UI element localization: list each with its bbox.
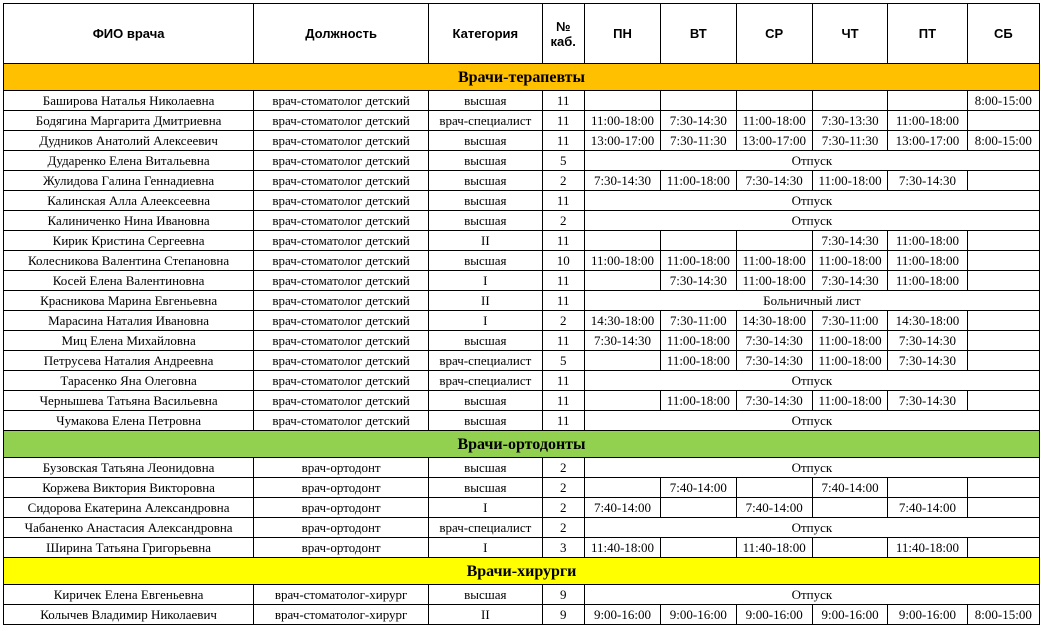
schedule-cell: 11:00-18:00 bbox=[888, 271, 967, 291]
room-number: 2 bbox=[542, 518, 584, 538]
doctor-row bbox=[4, 411, 1040, 431]
room-number: 11 bbox=[542, 231, 584, 251]
schedule-cell: 7:30-14:30 bbox=[888, 331, 967, 351]
doctor-name: Кирик Кристина Сергеевна bbox=[4, 231, 254, 251]
doctor-row bbox=[4, 131, 1040, 151]
schedule-cell: 7:30-14:30 bbox=[584, 171, 660, 191]
header-position: Должность bbox=[254, 4, 429, 64]
doctor-position: врач-стоматолог детский bbox=[254, 151, 429, 171]
doctor-category: врач-специалист bbox=[429, 371, 543, 391]
schedule-cell: 7:30-14:30 bbox=[661, 271, 736, 291]
doctor-category: высшая bbox=[429, 191, 543, 211]
schedule-cell: 8:00-15:00 bbox=[967, 91, 1039, 111]
room-number: 11 bbox=[542, 191, 584, 211]
schedule-cell: 7:30-14:30 bbox=[736, 391, 812, 411]
room-number: 11 bbox=[542, 271, 584, 291]
header-name: ФИО врача bbox=[4, 4, 254, 64]
schedule-cell: 7:30-14:30 bbox=[812, 271, 887, 291]
doctor-row bbox=[4, 111, 1040, 131]
doctor-category: I bbox=[429, 538, 543, 558]
status-note: Отпуск bbox=[584, 371, 1039, 391]
schedule-cell: 11:00-18:00 bbox=[812, 331, 887, 351]
doctor-name: Колесникова Валентина Степановна bbox=[4, 251, 254, 271]
schedule-cell: 7:40-14:00 bbox=[661, 478, 736, 498]
schedule-cell bbox=[661, 231, 736, 251]
header-day: СР bbox=[736, 4, 812, 64]
schedule-cell: 7:30-14:30 bbox=[812, 231, 887, 251]
doctor-row bbox=[4, 291, 1040, 311]
section-header-row bbox=[4, 431, 1040, 458]
doctor-position: врач-стоматолог детский bbox=[254, 331, 429, 351]
schedule-cell: 7:40-14:00 bbox=[812, 478, 887, 498]
doctor-position: врач-стоматолог детский bbox=[254, 111, 429, 131]
doctor-category: высшая bbox=[429, 411, 543, 431]
room-number: 2 bbox=[542, 458, 584, 478]
schedule-cell bbox=[967, 331, 1039, 351]
schedule-cell: 13:00-17:00 bbox=[736, 131, 812, 151]
doctor-position: врач-ортодонт bbox=[254, 458, 429, 478]
doctor-row bbox=[4, 605, 1040, 625]
schedule-cell: 7:30-14:30 bbox=[736, 351, 812, 371]
doctor-name: Ширина Татьяна Григорьевна bbox=[4, 538, 254, 558]
schedule-cell: 11:00-18:00 bbox=[812, 171, 887, 191]
doctor-row bbox=[4, 311, 1040, 331]
doctor-name: Сидорова Екатерина Александровна bbox=[4, 498, 254, 518]
doctor-position: врач-стоматолог детский bbox=[254, 171, 429, 191]
doctor-category: высшая bbox=[429, 171, 543, 191]
room-number: 9 bbox=[542, 605, 584, 625]
doctor-name: Чабаненко Анастасия Александровна bbox=[4, 518, 254, 538]
schedule-cell: 11:40-18:00 bbox=[736, 538, 812, 558]
doctor-category: II bbox=[429, 605, 543, 625]
doctor-row bbox=[4, 498, 1040, 518]
schedule-cell: 11:00-18:00 bbox=[661, 351, 736, 371]
schedule-cell bbox=[584, 231, 660, 251]
doctor-name: Калиниченко Нина Ивановна bbox=[4, 211, 254, 231]
doctor-position: врач-ортодонт bbox=[254, 478, 429, 498]
doctor-row bbox=[4, 458, 1040, 478]
schedule-cell bbox=[967, 251, 1039, 271]
schedule-cell: 9:00-16:00 bbox=[888, 605, 967, 625]
doctor-row bbox=[4, 151, 1040, 171]
doctor-row bbox=[4, 478, 1040, 498]
schedule-cell bbox=[661, 538, 736, 558]
doctor-position: врач-стоматолог детский bbox=[254, 371, 429, 391]
doctor-name: Жулидова Галина Геннадиевна bbox=[4, 171, 254, 191]
doctor-row bbox=[4, 518, 1040, 538]
schedule-cell: 7:30-11:00 bbox=[812, 311, 887, 331]
schedule-cell: 7:30-14:30 bbox=[736, 171, 812, 191]
doctor-category: высшая bbox=[429, 151, 543, 171]
schedule-cell: 13:00-17:00 bbox=[584, 131, 660, 151]
doctor-row bbox=[4, 171, 1040, 191]
schedule-cell: 9:00-16:00 bbox=[812, 605, 887, 625]
schedule-cell: 11:00-18:00 bbox=[888, 231, 967, 251]
doctor-name: Киричек Елена Евгеньевна bbox=[4, 585, 254, 605]
doctor-position: врач-стоматолог детский bbox=[254, 311, 429, 331]
doctor-position: врач-стоматолог-хирург bbox=[254, 605, 429, 625]
status-note: Отпуск bbox=[584, 411, 1039, 431]
doctor-category: I bbox=[429, 271, 543, 291]
schedule-cell bbox=[967, 538, 1039, 558]
doctor-category: высшая bbox=[429, 251, 543, 271]
schedule-cell: 11:00-18:00 bbox=[812, 251, 887, 271]
schedule-cell: 7:30-14:30 bbox=[888, 351, 967, 371]
schedule-cell bbox=[888, 478, 967, 498]
schedule-cell bbox=[967, 478, 1039, 498]
room-number: 2 bbox=[542, 478, 584, 498]
schedule-cell bbox=[967, 111, 1039, 131]
doctor-name: Косей Елена Валентиновна bbox=[4, 271, 254, 291]
schedule-cell bbox=[967, 351, 1039, 371]
schedule-cell bbox=[967, 271, 1039, 291]
doctor-category: высшая bbox=[429, 331, 543, 351]
room-number: 2 bbox=[542, 171, 584, 191]
doctor-category: высшая bbox=[429, 585, 543, 605]
schedule-cell bbox=[736, 91, 812, 111]
schedule-cell: 11:00-18:00 bbox=[661, 391, 736, 411]
doctor-name: Бузовская Татьяна Леонидовна bbox=[4, 458, 254, 478]
schedule-cell bbox=[661, 498, 736, 518]
status-note: Отпуск bbox=[584, 458, 1039, 478]
doctor-position: врач-стоматолог детский bbox=[254, 131, 429, 151]
section-title: Врачи-ортодонты bbox=[4, 431, 1040, 458]
section-header-row bbox=[4, 558, 1040, 585]
schedule-cell: 11:00-18:00 bbox=[812, 351, 887, 371]
schedule-cell bbox=[967, 311, 1039, 331]
doctor-position: врач-стоматолог детский bbox=[254, 251, 429, 271]
schedule-cell: 11:40-18:00 bbox=[888, 538, 967, 558]
header-room: № каб. bbox=[542, 4, 584, 64]
doctor-category: высшая bbox=[429, 131, 543, 151]
header-category: Категория bbox=[429, 4, 543, 64]
doctor-name: Петрусева Наталия Андреевна bbox=[4, 351, 254, 371]
schedule-cell: 11:00-18:00 bbox=[736, 271, 812, 291]
schedule-cell: 7:30-14:30 bbox=[888, 391, 967, 411]
doctor-row bbox=[4, 391, 1040, 411]
doctor-name: Коржева Виктория Викторовна bbox=[4, 478, 254, 498]
schedule-cell bbox=[812, 498, 887, 518]
room-number: 11 bbox=[542, 91, 584, 111]
schedule-cell bbox=[584, 478, 660, 498]
doctor-position: врач-стоматолог детский bbox=[254, 271, 429, 291]
schedule-cell: 11:00-18:00 bbox=[584, 111, 660, 131]
doctor-row bbox=[4, 331, 1040, 351]
doctor-position: врач-ортодонт bbox=[254, 498, 429, 518]
schedule-cell bbox=[888, 91, 967, 111]
schedule-cell: 7:30-13:30 bbox=[812, 111, 887, 131]
header-day: ВТ bbox=[661, 4, 736, 64]
schedule-cell: 7:30-11:30 bbox=[812, 131, 887, 151]
schedule-cell: 11:00-18:00 bbox=[661, 331, 736, 351]
schedule-cell bbox=[584, 351, 660, 371]
schedule-cell: 8:00-15:00 bbox=[967, 605, 1039, 625]
doctor-name: Красникова Марина Евгеньевна bbox=[4, 291, 254, 311]
schedule-cell: 11:00-18:00 bbox=[736, 111, 812, 131]
doctor-name: Миц Елена Михайловна bbox=[4, 331, 254, 351]
schedule-body bbox=[4, 64, 1040, 625]
doctor-row bbox=[4, 371, 1040, 391]
schedule-cell: 11:00-18:00 bbox=[736, 251, 812, 271]
schedule-cell: 9:00-16:00 bbox=[736, 605, 812, 625]
header-day: ПН bbox=[584, 4, 660, 64]
schedule-cell bbox=[584, 391, 660, 411]
doctor-row bbox=[4, 538, 1040, 558]
room-number: 11 bbox=[542, 391, 584, 411]
schedule-cell: 7:30-14:30 bbox=[661, 111, 736, 131]
schedule-cell: 14:30-18:00 bbox=[888, 311, 967, 331]
room-number: 2 bbox=[542, 211, 584, 231]
room-number: 11 bbox=[542, 111, 584, 131]
doctor-row bbox=[4, 251, 1040, 271]
doctor-category: II bbox=[429, 291, 543, 311]
doctor-position: врач-стоматолог-хирург bbox=[254, 585, 429, 605]
schedule-cell bbox=[736, 231, 812, 251]
doctor-row bbox=[4, 91, 1040, 111]
doctor-position: врач-стоматолог детский bbox=[254, 211, 429, 231]
status-note: Отпуск bbox=[584, 211, 1039, 231]
schedule-cell: 7:40-14:00 bbox=[736, 498, 812, 518]
doctor-name: Марасина Наталия Ивановна bbox=[4, 311, 254, 331]
room-number: 2 bbox=[542, 311, 584, 331]
room-number: 5 bbox=[542, 351, 584, 371]
doctor-name: Бодягина Маргарита Дмитриевна bbox=[4, 111, 254, 131]
doctor-category: II bbox=[429, 231, 543, 251]
doctor-row bbox=[4, 271, 1040, 291]
doctor-name: Тарасенко Яна Олеговна bbox=[4, 371, 254, 391]
room-number: 10 bbox=[542, 251, 584, 271]
doctor-position: врач-стоматолог детский bbox=[254, 291, 429, 311]
schedule-cell bbox=[736, 478, 812, 498]
doctor-category: высшая bbox=[429, 211, 543, 231]
doctor-category: I bbox=[429, 311, 543, 331]
status-note: Отпуск bbox=[584, 191, 1039, 211]
doctor-row bbox=[4, 191, 1040, 211]
doctor-row bbox=[4, 231, 1040, 251]
schedule-cell: 7:40-14:00 bbox=[584, 498, 660, 518]
doctor-position: врач-стоматолог детский bbox=[254, 191, 429, 211]
status-note: Больничный лист bbox=[584, 291, 1039, 311]
schedule-cell: 14:30-18:00 bbox=[736, 311, 812, 331]
status-note: Отпуск bbox=[584, 151, 1039, 171]
doctor-category: высшая bbox=[429, 458, 543, 478]
schedule-cell bbox=[584, 271, 660, 291]
schedule-cell bbox=[967, 391, 1039, 411]
doctor-category: врач-специалист bbox=[429, 351, 543, 371]
room-number: 11 bbox=[542, 131, 584, 151]
doctor-row bbox=[4, 351, 1040, 371]
doctor-position: врач-стоматолог детский bbox=[254, 231, 429, 251]
doctor-category: врач-специалист bbox=[429, 518, 543, 538]
section-title: Врачи-терапевты bbox=[4, 64, 1040, 91]
room-number: 3 bbox=[542, 538, 584, 558]
section-title: Врачи-хирурги bbox=[4, 558, 1040, 585]
schedule-cell bbox=[967, 231, 1039, 251]
schedule-cell: 13:00-17:00 bbox=[888, 131, 967, 151]
schedule-cell bbox=[812, 538, 887, 558]
schedule-cell: 7:30-14:30 bbox=[888, 171, 967, 191]
schedule-cell: 7:30-11:00 bbox=[661, 311, 736, 331]
doctor-position: врач-ортодонт bbox=[254, 538, 429, 558]
schedule-cell: 9:00-16:00 bbox=[584, 605, 660, 625]
doctor-name: Чумакова Елена Петровна bbox=[4, 411, 254, 431]
room-number: 11 bbox=[542, 291, 584, 311]
doctor-position: врач-стоматолог детский bbox=[254, 351, 429, 371]
room-number: 11 bbox=[542, 411, 584, 431]
status-note: Отпуск bbox=[584, 518, 1039, 538]
doctor-row bbox=[4, 585, 1040, 605]
schedule-cell bbox=[812, 91, 887, 111]
doctor-row bbox=[4, 211, 1040, 231]
doctor-name: Дударенко Елена Витальевна bbox=[4, 151, 254, 171]
schedule-table bbox=[3, 3, 1040, 625]
schedule-cell: 11:00-18:00 bbox=[584, 251, 660, 271]
schedule-cell bbox=[584, 91, 660, 111]
room-number: 11 bbox=[542, 331, 584, 351]
header-day: ПТ bbox=[888, 4, 967, 64]
doctor-name: Колычев Владимир Николаевич bbox=[4, 605, 254, 625]
room-number: 5 bbox=[542, 151, 584, 171]
doctor-category: высшая bbox=[429, 478, 543, 498]
room-number: 2 bbox=[542, 498, 584, 518]
doctor-name: Дудников Анатолий Алексеевич bbox=[4, 131, 254, 151]
schedule-cell: 11:00-18:00 bbox=[661, 171, 736, 191]
schedule-cell: 11:40-18:00 bbox=[584, 538, 660, 558]
schedule-cell bbox=[967, 171, 1039, 191]
schedule-cell: 7:30-14:30 bbox=[584, 331, 660, 351]
schedule-cell bbox=[967, 498, 1039, 518]
schedule-cell: 14:30-18:00 bbox=[584, 311, 660, 331]
schedule-cell: 9:00-16:00 bbox=[661, 605, 736, 625]
schedule-cell: 7:40-14:00 bbox=[888, 498, 967, 518]
status-note: Отпуск bbox=[584, 585, 1039, 605]
schedule-cell: 8:00-15:00 bbox=[967, 131, 1039, 151]
schedule-cell: 11:00-18:00 bbox=[888, 251, 967, 271]
doctor-category: высшая bbox=[429, 391, 543, 411]
header-day: ЧТ bbox=[812, 4, 887, 64]
doctor-position: врач-ортодонт bbox=[254, 518, 429, 538]
room-number: 11 bbox=[542, 371, 584, 391]
schedule-cell: 11:00-18:00 bbox=[661, 251, 736, 271]
doctor-position: врач-стоматолог детский bbox=[254, 91, 429, 111]
doctor-category: высшая bbox=[429, 91, 543, 111]
schedule-cell: 7:30-14:30 bbox=[736, 331, 812, 351]
doctor-position: врач-стоматолог детский bbox=[254, 411, 429, 431]
header-day: СБ bbox=[967, 4, 1039, 64]
header-row bbox=[4, 4, 1040, 64]
schedule-cell: 11:00-18:00 bbox=[888, 111, 967, 131]
doctor-name: Чернышева Татьяна Васильевна bbox=[4, 391, 254, 411]
schedule-cell: 11:00-18:00 bbox=[812, 391, 887, 411]
room-number: 9 bbox=[542, 585, 584, 605]
doctor-position: врач-стоматолог детский bbox=[254, 391, 429, 411]
section-header-row bbox=[4, 64, 1040, 91]
doctor-name: Баширова Наталья Николаевна bbox=[4, 91, 254, 111]
schedule-cell: 7:30-11:30 bbox=[661, 131, 736, 151]
doctor-name: Калинская Алла Алеексеевна bbox=[4, 191, 254, 211]
doctor-category: I bbox=[429, 498, 543, 518]
schedule-cell bbox=[661, 91, 736, 111]
doctor-category: врач-специалист bbox=[429, 111, 543, 131]
